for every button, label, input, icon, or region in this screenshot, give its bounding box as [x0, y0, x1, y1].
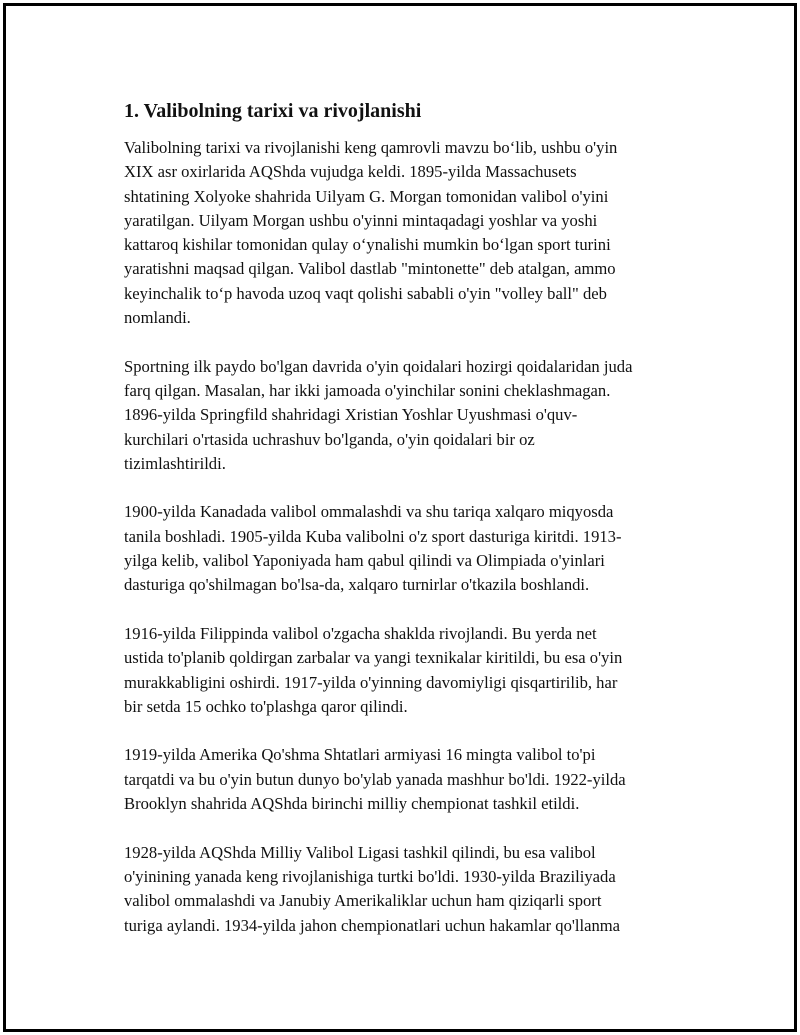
section-heading: 1. Valibolning tarixi va rivojlanishi	[124, 100, 422, 122]
paragraph	[124, 136, 724, 330]
text-line: tizimlashtirildi.	[124, 453, 226, 473]
text-line: tanila boshladi. 1905-yilda Kuba valibolni o'z sport dasturiga kiritdi. 1913-	[124, 526, 622, 546]
text-line: 1928-yilda AQShda Milliy Valibol Ligasi tashkil qilindi, bu esa valibol	[124, 842, 596, 862]
paragraph	[124, 355, 724, 476]
text-line: o'yinining yanada keng rivojlanishiga turtki bo'ldi. 1930-yilda Braziliyada	[124, 866, 616, 886]
text-line: ustida to'planib qoldirgan zarbalar va yangi texnikalar kiritildi, bu esa o'yin	[124, 648, 623, 668]
text-line: murakkabligini oshirdi. 1917-yilda o'yinning davomiyligi qisqartirilib, har	[124, 672, 618, 692]
text-line: turiga aylandi. 1934-yilda jahon chempionatlari uchun hakamlar qo'llanma	[124, 915, 621, 935]
paragraph-list	[124, 136, 724, 938]
text-line: kattaroq kishilar tomonidan qulay oʻynalishi mumkin boʻlgan sport turini	[124, 235, 611, 255]
text-line: Brooklyn shahrida AQShda birinchi milliy chempionat tashkil etildi.	[124, 794, 580, 814]
text-line: 1916-yilda Filippinda valibol o'zgacha shaklda rivojlandi. Bu yerda net	[124, 623, 597, 643]
paragraph	[124, 841, 724, 938]
text-line: dasturiga qo'shilmagan bo'lsa-da, xalqaro turnirlar o'tkazila boshlandi.	[124, 575, 590, 595]
text-line: Sportning ilk paydo bo'lgan davrida o'yin qoidalari hozirgi qoidalaridan juda	[124, 356, 633, 376]
text-line: 1896-yilda Springfild shahridagi Xristian Yoshlar Uyushmasi o'quv-	[124, 405, 578, 425]
text-line: kurchilari o'rtasida uchrashuv bo'lganda, o'yin qoidalari bir oz	[124, 429, 535, 449]
page-frame	[3, 3, 797, 1032]
paragraph	[124, 500, 724, 597]
text-line: yilga kelib, valibol Yaponiyada ham qabul qilindi va Olimpiada o'yinlari	[124, 551, 605, 571]
text-line: tarqatdi va bu o'yin butun dunyo bo'ylab yanada mashhur bo'ldi. 1922-yilda	[124, 769, 626, 789]
text-line: Valibolning tarixi va rivojlanishi keng qamrovli mavzu boʻlib, ushbu o'yin	[124, 138, 618, 157]
document-body	[124, 98, 724, 962]
text-line: 1900-yilda Kanadada valibol ommalashdi va shu tariqa xalqaro miqyosda	[124, 502, 614, 522]
paragraph	[124, 743, 724, 816]
text-line: valibol ommalashdi va Janubiy Amerikaliklar uchun ham qiziqarli sport	[124, 891, 602, 911]
text-line: 1919-yilda Amerika Qo'shma Shtatlari armiyasi 16 mingta valibol to'pi	[124, 745, 596, 765]
text-line: bir setda 15 ochko to'plashga qaror qilindi.	[124, 696, 408, 716]
text-line: XIX asr oxirlarida AQShda vujudga keldi. 1895-yilda Massachusets	[124, 162, 577, 182]
text-line: nomlandi.	[124, 308, 191, 328]
text-line: farq qilgan. Masalan, har ikki jamoada o'yinchilar sonini cheklashmagan.	[124, 380, 611, 400]
text-line: yaratilgan. Uilyam Morgan ushbu o'yinni mintaqadagi yoshlar va yoshi	[124, 210, 598, 230]
text-line: shtatining Xolyoke shahrida Uilyam G. Morgan tomonidan valibol o'yini	[124, 186, 609, 206]
paragraph	[124, 622, 724, 719]
text-line: keyinchalik toʻp havoda uzoq vaqt qolishi sababli o'yin "volley ball" deb	[124, 283, 607, 303]
text-line: yaratishni maqsad qilgan. Valibol dastlab "mintonette" deb atalgan, ammo	[124, 259, 616, 279]
